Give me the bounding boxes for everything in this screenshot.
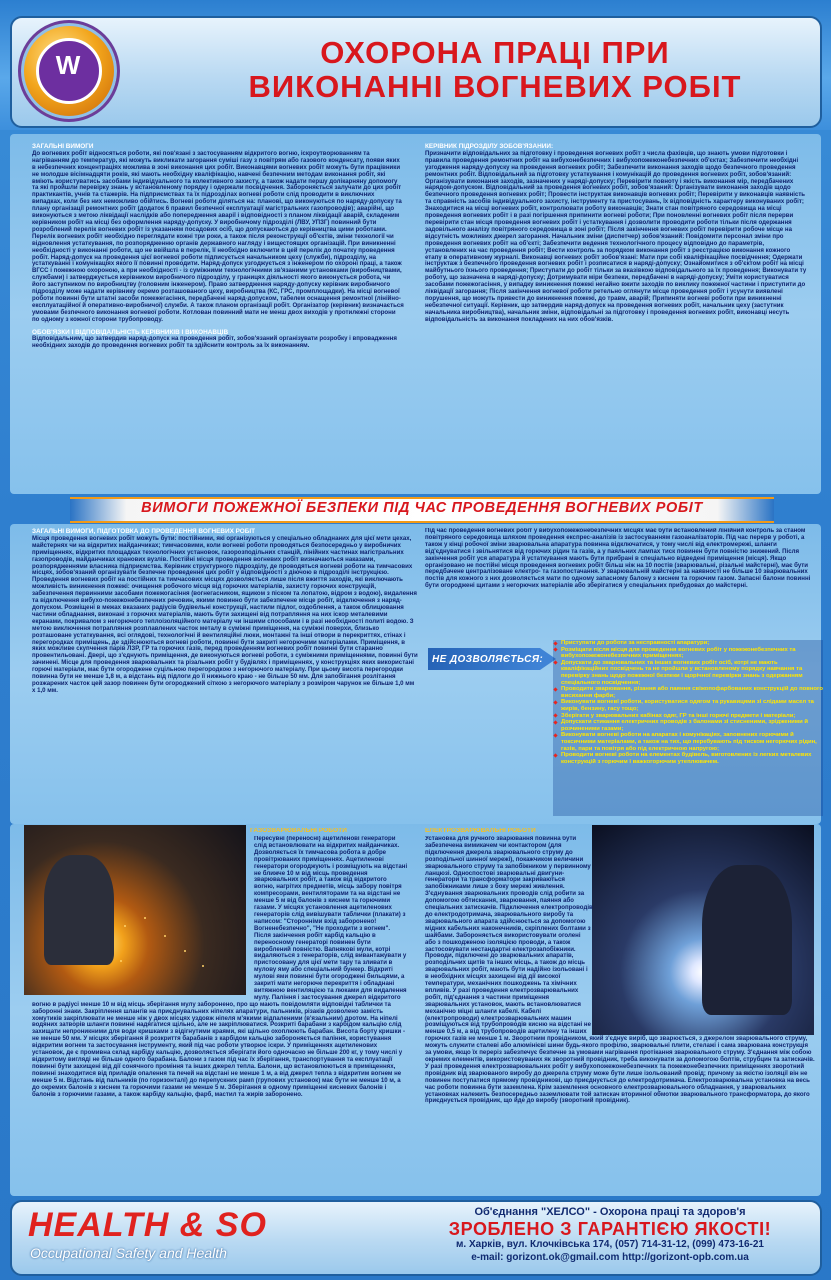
photo-float-spacer xyxy=(32,836,254,996)
middle-right-column xyxy=(425,528,815,636)
preparation-text: Місця проведення вогневих робіт можуть бути: постійними, які організуються у спеціально обладнаних для цієї мети цехах, майстернях чи на відкритих майданчиках; тимчасовими, коли вогневі роботи проводяться безпосередньо у виробничих приміщеннях, відкритих площадках технологічних установок, газорозподільних станцій, лінійних частинах магістральних газопроводів, майданчиках кранових вузлів. Постійні місця проведення вогневих робіт визначаються наказами, розпорядженнями власника підприємства. Керівник структурного підрозділу, де проводяться вогневі роботи на тимчасових місцях, зобов'язаний організувати безпечне проведення цих робіт у відповідності з діючою в підрозділі інструкцією. Проведення вогневих робіт на постійних та тимчасових місцях дозволяється лише після вжиття заходів, які виключають можливість виникнення пожежі: очищення робочого місця від горючих матеріалів, захисту горючих конструкцій, забезпечення первинними засобами пожежогасіння (вогнегасником, ящиком з піском та лопатою, відром з водою), видалення та відключення вибухо-пожежонебезпечних речовин, якими повинно бути забезпечене місце робіт, відключення з наряд-допуском. Розміщені в межах вказаних радіусів будівельні конструкції, настили підлог, оздоблення, а також облицювання частини обладнання, виконані з горючих матеріалів, мають бути захищені від потрапляння на них іскор металевими екранами, покривалом з негорючого теплоізоляційного матеріалу чи іншими способами і в разі необхідності политі водою. З метою виключення потрапляння розплавлених часток металу в суміжні приміщення, на суміжні поверхи, близько розташоване устаткування, всі оглядові, технологічні й вентиляційні люки, монтажні та інші отвори в перекриттях, стінах і перегородках приміщень, де здійснюються вогневі роботи, повинні бути закриті негорючими матеріалами. Приміщення, в яких можливе скупчення парів ЛЗР, ГР та горючих газів, перед проведенням вогневих робіт повинні бути старанно провентильовані. Двері, що з'єднують приміщення, де виконуються вогневі роботи, з суміжними приміщеннями, повинні бути зачинені. Місце для проведення зварювальних та різальних робіт у будівлях і приміщеннях, у конструкціях яких використані горючі матеріали, має бути огороджене суцільною перегородкою з негорючого матеріалу. При цьому висота перегородки повинна бути не менше 1,8 м, а відстань від підлоги до її нижнього краю - не більше 50 мм. Для запобігання розлітання розжарених часток цей зазор повинен бути огороджений сіткою з негорючого матеріалу з розміром чарунок не більше 1,0 мм х 1,0 мм. xyxy=(32,534,418,694)
prohibition-item: Проводити вогневі роботи на елементах будівель, виготовлених із легких металевих конструкцій з горючим і важкогорючим утеплювачем. xyxy=(553,752,823,765)
section-title-general: ЗАГАЛЬНІ ВИМОГИ xyxy=(32,143,94,150)
middle-left-column xyxy=(32,528,418,820)
prohibition-item: Проводити зварювання, різання або паяння свіжопофарбованих конструкцій до повного висихання фарби; xyxy=(553,686,823,699)
left-column xyxy=(32,143,404,488)
fire-safety-banner-title: ВИМОГИ ПОЖЕЖНОЇ БЕЗПЕКИ ПІД ЧАС ПРОВЕДЕННЯ ВОГНЕВИХ РОБІТ xyxy=(141,500,703,516)
brand-subtitle: Occupational Safety and Health xyxy=(30,1245,227,1261)
gas-welding-title: ГАЗОЗВАРЮВАЛЬНІ РОБОТИ xyxy=(250,828,347,834)
section-title-preparation: ЗАГАЛЬНІ ВИМОГИ, ПІДГОТОВКА ДО ПРОВЕДЕННЯ ВОГНЕВИХ РОБІТ xyxy=(32,528,256,535)
head-duties-text: Призначити відповідальних за підготовку і проведення вогневих робіт з числа фахівців, що знають умови підготовки і правила проведення ремонтних робіт на вибухонебезпечних і вибухопожежонебезпечних об'єктах; Забезпечити необхідні узгодження наряду-допуску на проведення вогневих робіт; Забезпечити виконання заходів щодо безпечного проведення ремонтних робіт. Відповідальний за підготовку устаткування і комунікацій до проведення вогневих робіт, зобов'язаний: Організувати виконання заходів, зазначених у наряді-допуску; Перевірити повноту і якість виконання мір, передбачених нарядом-допуском. Відповідальний за проведення вогневих робіт, зобов'язаний: Організувати виконання заходів щодо безпечного проведення вогневих робіт; Провести інструктаж виконавців вогневих робіт; Перевірити у виконавців наявність та справність засобів індивідуального захисту, інструменту та пристосувань, їх відповідність характеру виконуваних робіт; Знаходитися на місці вогневих робіт, контролювати роботу виконавців; Знати стан повітряного середовища на місці проведення вогневих робіт і в разі погіршення припинити вогневі роботи; При поновленні вогневих робіт після перерви перевірити стан місця проведення вогневих робіт і устаткування і дозволити проводити роботи тільки після одержання задовільного аналізу повітряного середовища в зоні робіт; Після закінчення вогневих робіт перевірити робоче місце на відсутність можливих джерел загорання. Начальник зміни (диспетчер) зобов'язаний: Повідомити персонал зміни про проведення вогневих робіт на об'єкті; Забезпечити ведення технологічного процесу відповідно до параметрів, установлених на час проведення робіт; Вести контроль за порядком виконання робіт з реєстрацією виконання кожного етапу в оперативному журналі. Виконавці вогневих робіт зобов'язані: Мати при собі кваліфікаційне посвідчення; Одержати інструктаж з безпечного проведення вогневих робіт і розписатися в наряді-допуску; Ознайомитися з об'єктом робіт на місці майбутнього їхнього проведення; Приступати до робіт тільки за вказівкою відповідального за їх проведення; Виконувати ту роботу, що зазначена в наряді-допуску; Дотримувати міри безпеки, передбачені в наряді-допуску; Уміти користуватися засобами пожежогасіння, у випадку виникнення пожежі негайно вжити заходів по виклику пожежної частини і приступити до ліквідації загорання; Після закінчення вогневої роботи ретельно оглянути місце проведення робіт і усунути виявлені порушення, що можуть привести до виникнення пожежі, до травм, аварій; Припиняти вогневі роботи при виникненні небезпечної ситуації. Керівник, що затвердив наряд-допуск на проведення вогневих робіт, начальник цеху (застутник начальника виробництва), начальник зміни, відповідальні за підготовку і проведення вогневих робіт, виконавці несуть відповідальність за виконання покладених на них обов'язків. xyxy=(425,149,807,323)
prohibition-item: Допускати стикання електричних проводів з балонами зі стисненими, зрідженими й розчиненими газами; xyxy=(553,719,823,732)
prohibition-item: Допускати до зварювальних та інших вогневих робіт осіб, котрі не мають кваліфікаційних посвідчень та не пройшли у встановленому порядку навчання та перевірку знань щодо пожежної безпеки і щорічної перевірки знань з одержанням спеціального посвідчення; xyxy=(553,660,823,686)
section-title-head-duties: КЕРІВНИК ПІДРОЗДІЛУ ЗОБОВ'ЯЗАНИЙ: xyxy=(425,143,554,150)
prohibition-item: Зберігати у зварювальних кабінах одяг, ГР та інші горючі предмети і матеріали; xyxy=(553,713,823,720)
gas-welding-text-block xyxy=(32,836,408,1192)
brand-logo: HEALTH & SO xyxy=(28,1206,267,1244)
duties-text: Відповідальним, що затвердив наряд-допуск на проведення робіт, зобов'язаний організувати розробку і впровадження необхідних заходів до проведення вогневих робіт та здійснити контроль за їх виконанням. xyxy=(32,335,397,350)
gas-welding-text: Пересувні (переносні) ацетиленові генератори слід встановлювати на відкритих майданчиках. Дозволяється їх тимчасова робота в добре провітрюваних приміщеннях. Ацетиленові генератори огороджують і розміщують на відстані не ближче 10 м від місць проведення зварювальних робіт, а також від відкритого вогню, нагрітих предметів, місць забору повітря компресорами, вентиляторами та на відстані не менше 5 м від балонів з киснем та горючими газами. У місцях установлення ацетиленових генераторів слід вивішувати таблички (плакати) з написом: "Сторонніми вхід заборонено! Вогненебезпечно", "Не проходити з вогнем". Після закінчення робіт карбід кальцію в переносному генераторі повинен бути вироблений повністю. Вапнякові мули, котрі видаляються з генераторів, слід вивантажувати у пристосовану для цієї мети тару та зливати в мулову яму або спеціальний бункер. Відкриті мулові ями повинні бути огороджені бильцями, а закриті мати негорюче перекриття і обладнані витяжною вентиляцією та люками для видалення мулу. Паління і застосування джерел відкритого вогню в радіусі менше 10 м від місць зберігання мулу заборонено, про що мають повідомляти відповідні таблички та заборонні знаки. Закріплення шлангів на приєднувальних ніпелях апаратури, пальників, різаків дозволено замість хомутиків закріплювати не менше ніж у двох місцях уздовж ніпеля м'якими відпаленими (в'язальним) дротом. На ніпелі водяних затворів шланги повинні надягатися щільно, але не закріплюватися. Розкриті барабани з карбідом кальцію слід захищати непроникними для води кришками з відігнутими краями, які щільно охоплюють барабан. Висота борту кришки - не менше 50 мм. У місцях зберігання й розкриття барабанів з карбідом кальцію забороняється паління, користування відкритим вогнем та застосування інструменту, який під час роботи утворює іскри. У приміщеннях ацетиленових установок, де є промивна склад карбіду кальцію, дозволяється зберігати його одночасно не більше 200 кг, у тому числі у відкритому вигляді не більше одного барабана. Балони з газом під час їх зберігання, транспортування та експлуатації повинні бути захищені від дії сонячного проміння та інших джерел тепла. Балони, що встановлюються в приміщеннях, повинні знаходитися від приладів опалення та печей на відстані не менше 1 м, а від джерел тепла з відкритим вогнем не менше 5 м. Відстань від пальників (по горизонталі) до перепускних рамп (групових установок) має бути не менше 10 м, а до окремих балонів з киснем та горючими газами не менше 5 м. Зберігання в одному приміщенні кисневих балонів і балонів з горючими газами, а також карбіду кальцію, фарб, мастил та жирів заборонено. xyxy=(32,836,408,1098)
footer-slogan: ЗРОБЛЕНО З ГАРАНТІЄЮ ЯКОСТІ! xyxy=(448,1219,772,1239)
section-title-duties: ОБОВ'ЯЗКИ І ВІДПОВІДАЛЬНІСТЬ КЕРІВНИКІВ І ВИКОНАВЦІВ xyxy=(32,328,229,336)
prohibition-item: Приступати до роботи за несправності апаратури; xyxy=(553,640,823,647)
prohibition-item: Виконувати вогневі роботи, користуватися одягом та рукавицями зі слідами масел та жирів, бензину, гасу тощо; xyxy=(553,699,823,712)
title-line-2: ВИКОНАННІ ВОГНЕВИХ РОБІТ xyxy=(248,69,742,104)
footer-contacts: e-mail: gorizont.ok@gmail.com http://gorizont-opb.com.ua xyxy=(471,1252,749,1263)
prohibition-item: Розміщати після місця для проведення вогневих робіт у пожежонебезпечних та вибухопожежонебезпечних приміщеннях; xyxy=(553,647,823,660)
air-control-text: Під час проведення вогневих робіт у вибухопожежонебезпечних місцях має бути встановлений лінійний контроль за станом повітряного середовища шляхом проведення експрес-аналізів із застосуванням газоаналізаторів. Під час перерв у роботі, а також у кінці робочої зміни зварювальна апаратура повинна відключатися, у тому числі від електромережі, шланги від'єднуватися і звільнятися від горючих рідин та газів, а у паяльних лампах тиск повинен бути повністю знижений. Після закінчення робіт уся апаратура й устаткування мають бути прибрані в спеціально відведені приміщення (місця). Якщо організовано не постійні місця проведення вогневих робіт більш ніж на 10 постів (зварювальні, різальні майстерні), має бути передбачене централізоване електро- та газопостачання. У зварювальній майстерні за наявності не більше 10 зварювальних постів для кожного з них дозволяється мати по одному запасному балону з киснем та горючим газом. Запасні балони повинні бути огороджені щитами з негорючих матеріалів або зберігатися у спеціальних прибудовах до майстерні. xyxy=(425,528,811,590)
photo-float-spacer xyxy=(593,836,815,1036)
page-title xyxy=(200,36,790,104)
prohibitions-list xyxy=(553,640,823,765)
general-requirements-text: До вогневих робіт відносяться роботи, які пов'язані з застосуванням відкритого вогню, іскроутворюванням та нагріванням до температур, які можуть викликати загорання суміші газу з повітрям або газового конденсату, появи яких в небезпечних концентраціях можлива в зоні виконання цих робіт. Виконавцями вогневих робіт можуть бути працівники не молодше вісімнадцяти років, які мають необхідну кваліфікацію, навчені безпечним методам виконання робіт, які вміють користуватись засобами індивідуального та колективного захисту, а також надати першу долікарняну допомогу та які пройшли перевірку знань у встановленому порядку і одержали посвідчення. Забороняється залучати до цих робіт практикантів, учнів та стажерів. На підприємствах та їх підрозділах вогневі роботи слід проводити в виключних випадках, коли без них неможливо обійтись. Вогневі роботи діляться на: планові, що виконуються по наряду-допуску та плану організації ремонтних робіт (додаток 6 правил безпечної експлуатації магістральних газопроводів); аварійні, що виконуються з метою ліквідації наслідків або попередження аварії і відповідності з планом ліквідації аварій, складеним керівником робіт на місці без оформлення наряду-допуску. У виробничому підрозділі (ЛВУ, УПЗГ) повинний бути розроблений перелік вогневих робіт із указанням посадових осіб, що допускаються до керівництва цими роботами. Перелік вогневих робіт необхідно переглядати кожні три роки, а також після реконструкції об'єктів, зміни технології чи відновлення устаткування, по розпорядженню органів державного нагляду і вищестоящих організацій. При виникненні необхідності у виконанні роботи, що не ввійшла в перелік, її необхідно включити в цей перелік до початку проведення робіт. Наряд-допуск на проведення цієї вогневої роботи підписується начальником цеху (служби), підрозділу, на устаткуванні і комунікаціях якого її повинні проводити. Наряд-допуск узгоджується з інженером по охороні праці, а також ВГСС і пожежною охороною, а при необхідності - із суміжними технологічними зв'язаними установками (виробництвами, службами) і затверджується керівником виробничого підрозділу, у границях діяльності якого виконується робота, чи його заступником по виробництву (головним інженером). Право затвердження наряду-допуску керівник виробничого підрозділу може надати керівнику окремо розташованого цеху, виробництва (КС, ГРС, промплощадки). На місці вогневої роботи повинні бути штатні засоби пожежегасіння, передбачені наряд-допуском, табелем оснащення ремонтної (лінійно-експлуатаційної й оперативно-виробничої) служби. А також планом організації робіт. Організатор (керівник) визначається умовами безпечного виконання вогневої роботи. Котлован повинний мати не менш двох виходів у протилежні сторони по одному з кожної сторони трубопроводу. xyxy=(32,149,404,323)
electric-welding-text: Установка для ручного зварювання повинна бути забезпечена вимикачем чи контактором (для підключення джерела зварювального струму до розподільчої шинної мережі), покажчиком величини зварювального струму та запобіжником у первинному ланцюзі. Односпостові зварювальні двигуни-генератори та трансформатори закриваються запобіжниками лише з боку мережі живлення. З'єднування зварювальних проводів слід робити за допомогою обтискання, зварювання, паяння або спеціальних затискачів. Підключення електропроводів до електродотримача, зварювального виробу та зварювального апарата здійснюється за допомогою мідних кабельних наконечників, скріплених болтами з шайбами. Забороняється використовувати оголені або з пошкодженою ізоляцією проводи, а також застосовувати нестандартні електрозапобіжники. Проводи, підключені до зварювальних апаратів, розподільчих щитів та інших місць, а також до місць зварювальних робіт, мають бути надійно ізольовані і в необхідних місцях захищені від дії високої температури, механічних пошкоджень та хімічних впливів. У разі проведення електрозварювальних робіт, під'єднання з частини приміщення зварювальних установок, мають встановлюватися механічно міцні шланги кабелі. Кабелі (електропроводи) електрозварювальних машин розміщуються від трубопроводів кисню на відстані не менше 0,5 м, а від трубопроводів ацетилену та інших горючих газів не менше 1 м. Зворотним провідником, який з'єднує виріб, що зварюється, з джерелом зварювального струму, можуть служити сталеві або алюмінієві шини будь-якого профілю, зварювальні плити, стелажі і сама зварювана конструкція за умови, якщо їх переріз забезпечує безпечне за умовами нагрівання протікання зварювального струму. З'єднання між собою окремих елементів, використовуваних як зворотний провідник, треба виконувати за допомогою болтів, струбцин та затискачів. У разі проведення електрозварювальних робіт у вибухопожежонебезпечних та пожежонебезпечних приміщеннях зворотний провідник від зварюваного виробу до джерела струму може бути лише ізольований провід; причому за якістю ізоляції він не повинен поступатися прямому провідникові, що приєднується до електродотримача. Електрозварювальна установка на весь час роботи повинна бути заземлена. Крім заземлення основного електрозварювального обладнання, у зварювальних установках належить безпосередньо заземлювати той затискач вторинної обмотки зварювального трансформатора, до якого приєднується провідник, що йде до виробу (зворотний провідник). xyxy=(425,836,815,1105)
right-column xyxy=(425,143,807,488)
not-allowed-label: НЕ ДОЗВОЛЯЄТЬСЯ: xyxy=(432,654,544,665)
title-line-1: ОХОРОНА ПРАЦІ ПРИ xyxy=(320,35,670,70)
prohibitions-panel xyxy=(553,640,823,816)
footer-address: м. Харків, вул. Клочківська 174, (057) 714-31-12, (099) 473-16-21 xyxy=(456,1239,764,1250)
electric-welding-text-block xyxy=(425,836,815,1192)
prohibition-item: Виконувати вогневі роботи на апаратах і комунікаціях, заповнених горючими й токсичними матеріалами, а також на тих, що перебувають під тиском негорючих рідин, газів, пари та повітря або під електричною напругою; xyxy=(553,732,823,752)
footer-company: Об'єднання "ХЕЛСО" - Охорона праці та здоров'я xyxy=(474,1206,746,1218)
logo-mark: W xyxy=(55,50,81,80)
electric-welding-title: ЕЛЕКТРОЗВАРЮВАЛЬНІ РОБОТИ xyxy=(425,828,536,834)
